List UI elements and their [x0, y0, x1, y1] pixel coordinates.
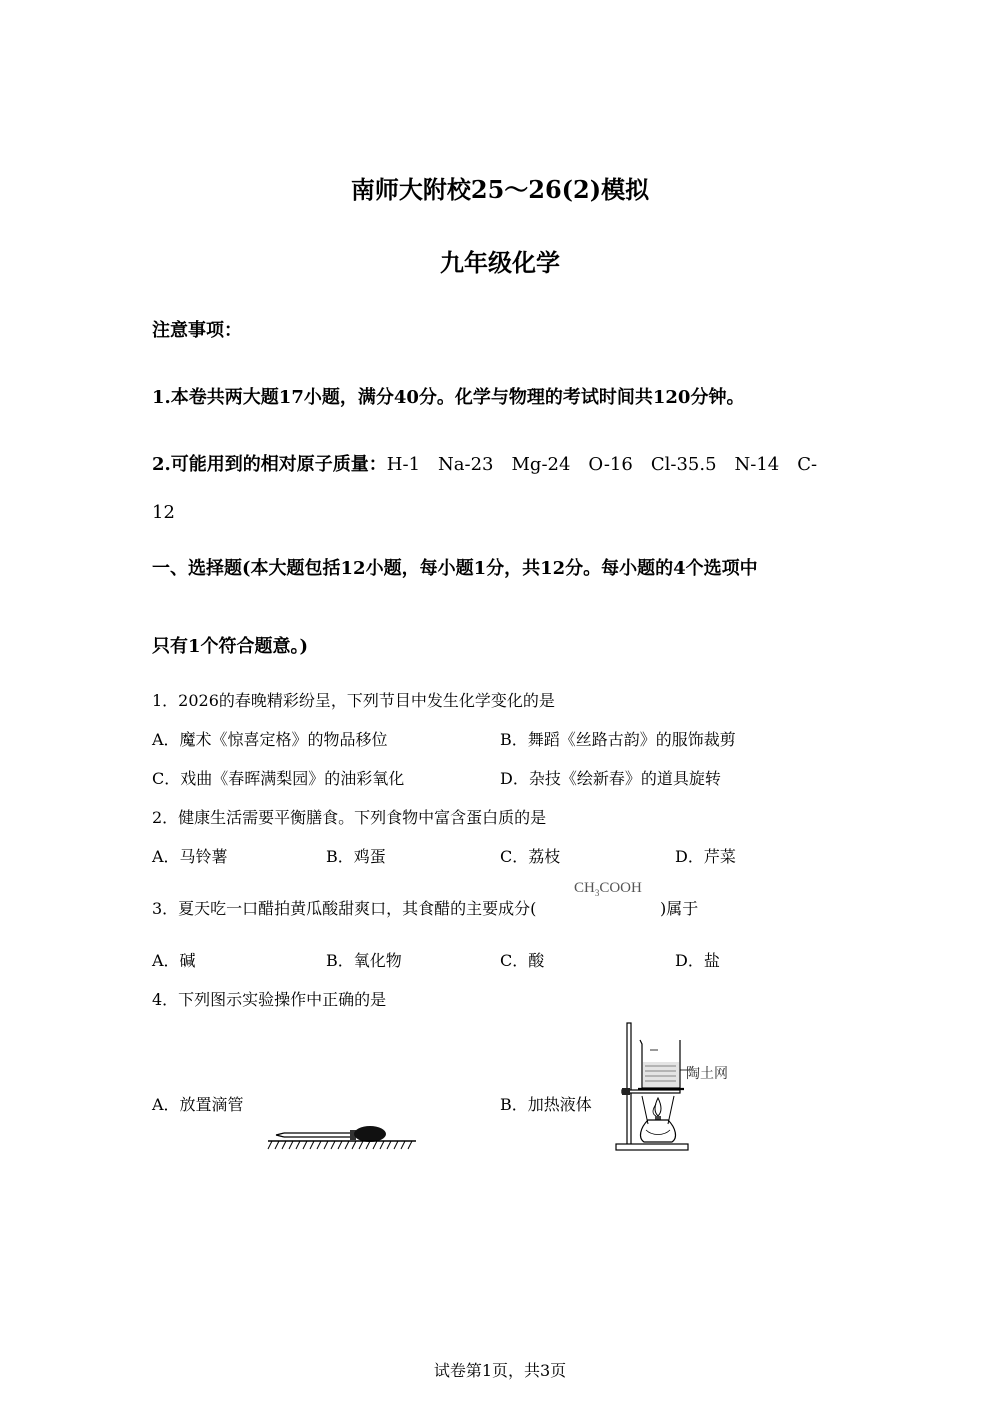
q3-option-d: D．盐: [675, 951, 720, 970]
atomic-masses: H-1 Na-23 Mg-24 O-16 Cl-35.5 N-14 C-: [386, 454, 818, 475]
q4-option-b: B．加热液体: [500, 1095, 592, 1114]
acetic-acid-formula: $CH_3COOH$: [574, 880, 642, 898]
q2-option-a: A．马铃薯: [152, 847, 228, 866]
q4-stem: 4．下列图示实验操作中正确的是: [152, 990, 387, 1009]
q2-option-c: C．荔枝: [500, 847, 561, 866]
q1-option-b: B．舞蹈《丝路古韵》的服饰裁剪: [500, 730, 736, 749]
heating-liquid-figure: [612, 1020, 740, 1154]
table-surface-icon: [268, 1141, 416, 1149]
q3-option-a: A．碱: [152, 951, 196, 970]
atomic-masses-wrap: 12: [152, 502, 175, 523]
dropper-icon: [276, 1126, 386, 1142]
section1-heading-line2: 只有1个符合题意。): [152, 636, 309, 657]
page-footer: 试卷第1页，共3页: [433, 1361, 567, 1380]
q1-stem: 1．2026的春晚精彩纷呈，下列节目中发生化学变化的是: [152, 691, 555, 710]
mesh-label: 陶土网: [686, 1066, 728, 1082]
section1-heading-line1: 一、选择题(本大题包括12小题，每小题1分，共12分。每小题的4个选项中: [152, 558, 758, 579]
q3-stem-before: 3．夏天吃一口醋拍黄瓜酸甜爽口，其食醋的主要成分(: [152, 899, 537, 918]
q1-option-d: D．杂技《绘新春》的道具旋转: [500, 769, 721, 788]
q2-option-d: D．芹菜: [675, 847, 736, 866]
notice-item-2-lead: 2.可能用到的相对原子质量：: [152, 454, 387, 475]
q2-option-b: B．鸡蛋: [326, 847, 386, 866]
q1-option-a: A．魔术《惊喜定格》的物品移位: [152, 730, 388, 749]
paper-subtitle: 九年级化学: [440, 248, 560, 277]
notice-heading: 注意事项：: [152, 320, 242, 341]
alcohol-lamp-icon: [641, 1096, 676, 1142]
q4-option-a: A．放置滴管: [152, 1095, 244, 1114]
dropper-on-table-figure: [266, 1120, 418, 1154]
paper-title: 南师大附校25～26(2)模拟: [350, 175, 650, 204]
q3-stem-after: )属于: [660, 899, 699, 918]
q2-stem: 2．健康生活需要平衡膳食。下列食物中富含蛋白质的是: [152, 808, 547, 827]
beaker-icon: [640, 1040, 680, 1088]
q3-option-b: B．氧化物: [326, 951, 402, 970]
notice-item-2: [152, 450, 817, 476]
q1-option-c: C．戏曲《春晖满梨园》的油彩氧化: [152, 769, 405, 788]
q3-option-c: C．酸: [500, 951, 545, 970]
notice-item-1: 1.本卷共两大题17小题，满分40分。化学与物理的考试时间共120分钟。: [152, 387, 745, 408]
